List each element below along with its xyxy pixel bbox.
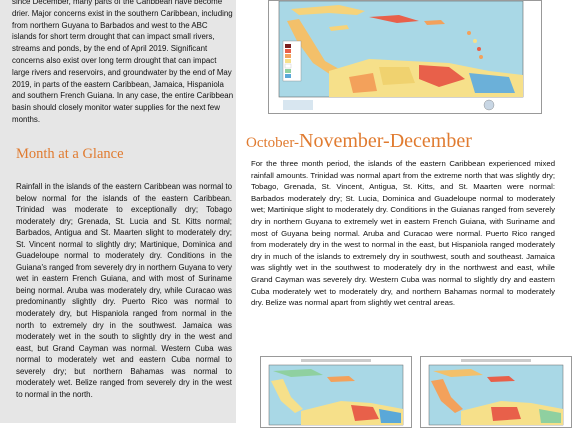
left-column <box>0 0 236 423</box>
caribbean-map-small-left <box>261 357 411 427</box>
ond-body: For the three month period, the islands of the eastern Caribbean experienced mixed rainfall amounts. Trinidad was normal apart from the extreme north that was slightly dry; Tobago, Grenada, St. Vincent, Antigua, St. Kitts, and St. Maarten were normal: Barbados moderately dry; St. Lucia, Dominica and Guadeloupe normal to moderately wet; Martinique slight to moderately dry. Conditions in the Guianas ranged from severely dry in northern Guyana to extremely wet in eastern French Guiana, with Suriname and most of Guyana being normal. Aruba and Curacao were normal. Puerto Rico ranged from moderately dry in the west to normal in the east, but Hispaniola ranged moderately dry in much of the islands to extremely dry in southwest, south and southeast. Jamaica was slightly wet in the southwest to moderately dry in the northwest and east, while Grand Cayman was severely dry. Western Cuba was normal to slightly dry and eastern Cuba moderately wet to moderately dry, and northern Bahamas normal to moderately dry. Belize was normal apart from slightly wet central areas. <box>251 159 555 308</box>
ond-heading-month1: October- <box>246 135 300 151</box>
ond-heading-months: November-December <box>299 130 472 152</box>
caribbean-map-graphic <box>269 1 541 113</box>
caribbean-map-small-right <box>421 357 571 427</box>
month-at-a-glance-body: Rainfall in the islands of the eastern Caribbean was normal to below normal for the islands of the eastern Caribbean. Trinidad was moderate to exceptionally dry; Tobago moderately dry; Grenada, St. Lucia and St. Kitts normal; Barbados, Antigua and St. Maarten slight to moderately dry; St. Vincent normal to slightly dry; Martinique, Dominica and Guadeloupe normal to moderately dry. Conditions in the Guiana's ranged from severely dry in northern Guyana to very wet in eastern French Guiana, and with most of Suriname being normal. Aruba was moderately dry, while Curacao was predominantly slightly dry. Puerto Rico was normal to moderately dry, but Hispaniola ranged from normal in the north to extremely dry in the southwest. Jamaica was moderately wet in the south to slightly dry in the west and east, but Grand Cayman was normal. Western Cuba was normal to moderately wet and eastern Cuba normal to severely dry; but northern Bahamas was normal to moderately wet. Belize ranged from severely dry in the west to normal in the north. <box>16 182 232 399</box>
spi-map-image-top <box>268 0 542 114</box>
spi-map-image-bottom-right <box>420 356 572 428</box>
month-at-a-glance-heading: Month at a Glance <box>16 146 124 162</box>
spi-map-image-bottom-left <box>260 356 412 428</box>
ond-heading <box>246 130 472 153</box>
intro-paragraph: since December, many parts of the Caribbean have become drier. Major concerns exist in the southern Caribbean, including from northern Guyana to Barbados and west to the ABC islands for short term drought that can impact small rivers, streams and ponds, by the end of April 2019. Significant concerns also exist over long term drought that can impact large rivers and reservoirs, and groundwater by the end of May 2019, in parts of the eastern Caribbean, Jamaica, Hispaniola and southern French Guiana. In any case, the entire Caribbean basin should closely monitor water supplies for the next few months. <box>12 0 234 124</box>
